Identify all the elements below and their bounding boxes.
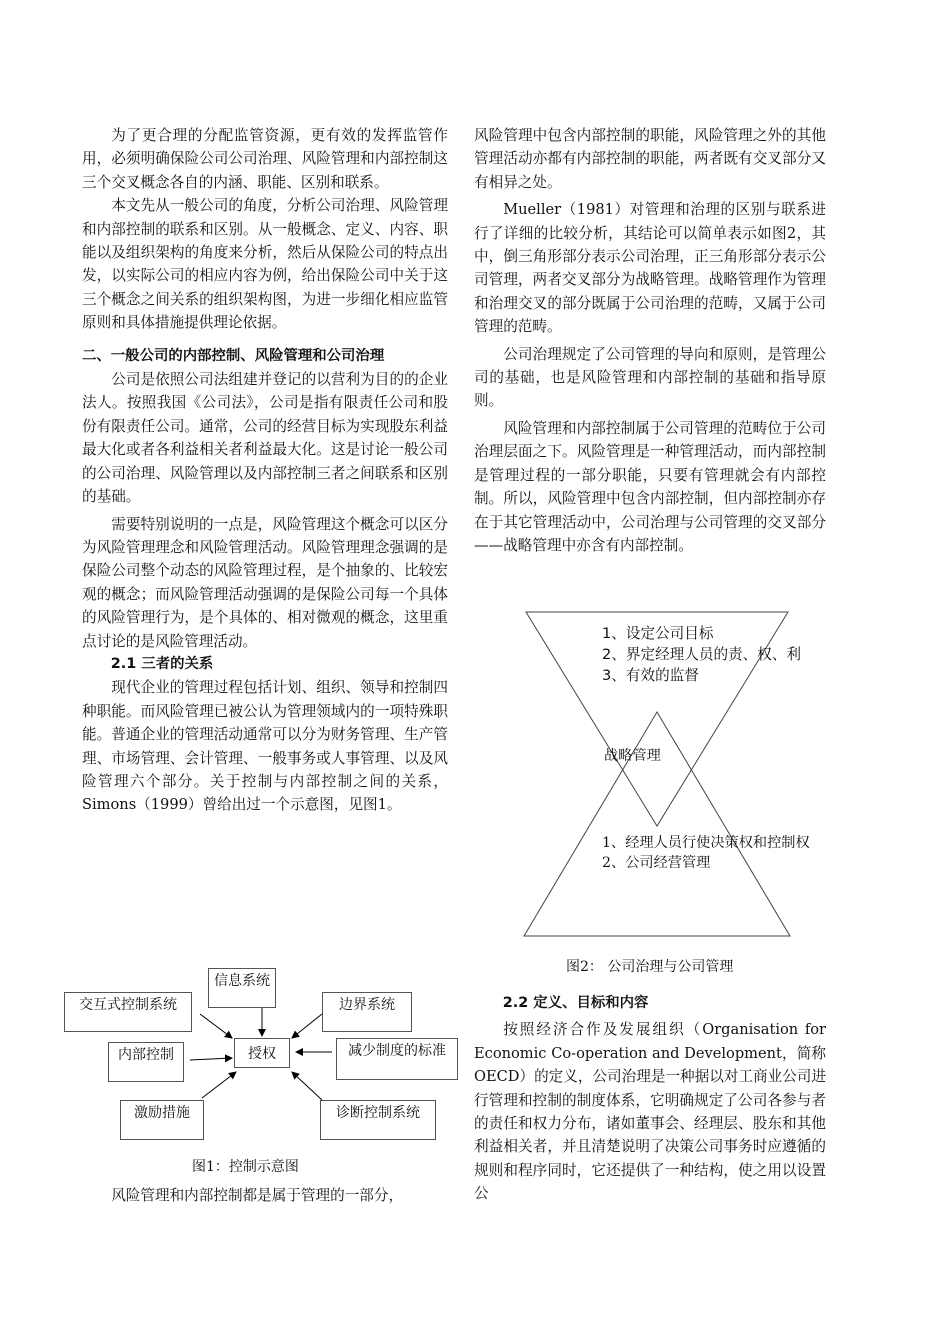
figure-2-governance-diagram [520, 608, 850, 948]
arrow-incentive [202, 1072, 236, 1098]
box-internal-control: 内部控制 [108, 1042, 184, 1082]
paragraph: 现代企业的管理过程包括计划、组织、领导和控制四种职能。而风险管理已被公认为管理领域内的一项特殊职能。普通企业的管理活动通常可以分为财务管理、生产管理、市场管理、会计管理、一般事务或人事管理、以及风险管理六个部分。关于控制与内部控制之间的关系，Simons（1999）曾给出过一个示意图，见图1。 [82, 679, 448, 814]
arrow-diagnostic [292, 1072, 322, 1100]
arrow-boundary [292, 1014, 322, 1038]
box-authorization: 授权 [234, 1038, 290, 1068]
box-interactive-control: 交互式控制系统 [64, 992, 192, 1032]
paragraph: 公司治理规定了公司管理的导向和原则，是管理公司的基础，也是风险管理和内部控制的基础和指导原则。 [474, 345, 826, 410]
paragraph: 风险管理和内部控制属于公司管理的范畴位于公司治理层面之下。风险管理是一种管理活动，而内部控制是管理过程的一部分职能，只要有管理就会有内部控制。所以，风险管理中包含内部控制，但内部控制亦存在于其它管理活动中，公司治理与公司管理的交叉部分——战略管理中亦含有内部控制。 [474, 419, 826, 554]
paragraph: Mueller（1981）对管理和治理的区别与联系进行了详细的比较分析，其结论可以简单表示如图2，其中，倒三角形部分表示公司治理，正三角形部分表示公司管理，两者交叉部分为战略管理。战略管理作为管理和治理交叉的部分既属于公司治理的范畴，又属于公司管理的范畴。 [474, 201, 826, 336]
governance-item-3: 3、有效的监督 [602, 667, 699, 684]
management-item-2: 2、公司经营管理 [602, 855, 711, 871]
arrow-internal [190, 1058, 232, 1060]
right-column-lower [474, 992, 826, 1206]
box-reduce-standard: 减少制度的标准 [336, 1038, 458, 1080]
figure-1-control-diagram [60, 966, 470, 1176]
left-column [82, 124, 448, 817]
right-column [474, 124, 826, 557]
paragraph: 风险管理和内部控制都是属于管理的一部分， [111, 1187, 404, 1204]
paragraph: 需要特别说明的一点是，风险管理这个概念可以区分为风险管理理念和风险管理活动。风险管理理念强调的是保险公司整个动态的风险管理过程，是个抽象的、比较宏观的概念；而风险管理活动强调的是保险公司每一个具体的风险管理行为，是个具体的、相对微观的概念，这里重点讨论的是风险管理活动。 [82, 515, 448, 650]
section-heading: 二、一般公司的内部控制、风险管理和公司治理 [82, 347, 385, 364]
governance-item-1: 1、设定公司目标 [602, 625, 714, 642]
paragraph: 本文先从一般公司的角度，分析公司治理、风险管理和内部控制的联系和区别。从一般概念、定义、内容、职能以及组织架构的角度来分析，然后从保险公司的特点出发，以实际公司的相应内容为例，给出保险公司中关于这三个概念之间关系的组织架构图，为进一步细化相应监管原则和具体措施提供理论依据。 [82, 197, 448, 332]
box-diagnostic-control: 诊断控制系统 [320, 1100, 436, 1140]
paragraph: 风险管理中包含内部控制的职能，风险管理之外的其他管理活动亦都有内部控制的职能，两者既有交叉部分又有相异之处。 [474, 127, 826, 191]
management-item-1: 1、经理人员行使决策权和控制权 [602, 835, 810, 851]
box-incentive: 激励措施 [120, 1100, 204, 1140]
strategic-management-label: 战略管理 [604, 748, 661, 764]
figure-2-caption: 图2： 公司治理与公司管理 [566, 959, 734, 975]
paragraph: 为了更合理的分配监管资源，更有效的发挥监管作用，必须明确保险公司公司治理、风险管理和内部控制这三个交叉概念各自的内涵、职能、区别和联系。 [82, 127, 448, 191]
governance-item-2: 2、界定经理人员的责、权、利 [602, 646, 802, 663]
box-info-system: 信息系统 [208, 968, 276, 1008]
paragraph: 公司是依照公司法组建并登记的以营利为目的的企业法人。按照我国《公司法》，公司是指有限责任公司和股份有限责任公司。通常，公司的经营目标为实现股东利益最大化或者各利益相关者利益最大化。这是讨论一般公司的公司治理、风险管理以及内部控制三者之间联系和区别的基础。 [82, 371, 448, 506]
figure-1-caption: 图1：控制示意图 [192, 1159, 299, 1175]
arrow-interactive [200, 1014, 232, 1038]
subsection-heading: 2.1 三者的关系 [110, 655, 214, 672]
box-boundary-system: 边界系统 [322, 992, 412, 1032]
subsection-heading: 2.2 定义、目标和内容 [502, 995, 649, 1011]
paragraph: 按照经济合作及发展组织（Organisation for Economic Co-operation and Development，简称OECD）的定义，公司治理是一种据以对工商业公司进行管理和控制的制度体系，它明确规定了公司各参与者的责任和权力分布，诸如董事会、经理层、股东和其他利益相关者，并且清楚说明了决策公司事务时应遵循的规则和程序同时，它还提供了一种结构，使之用以设置公 [474, 1021, 826, 1203]
